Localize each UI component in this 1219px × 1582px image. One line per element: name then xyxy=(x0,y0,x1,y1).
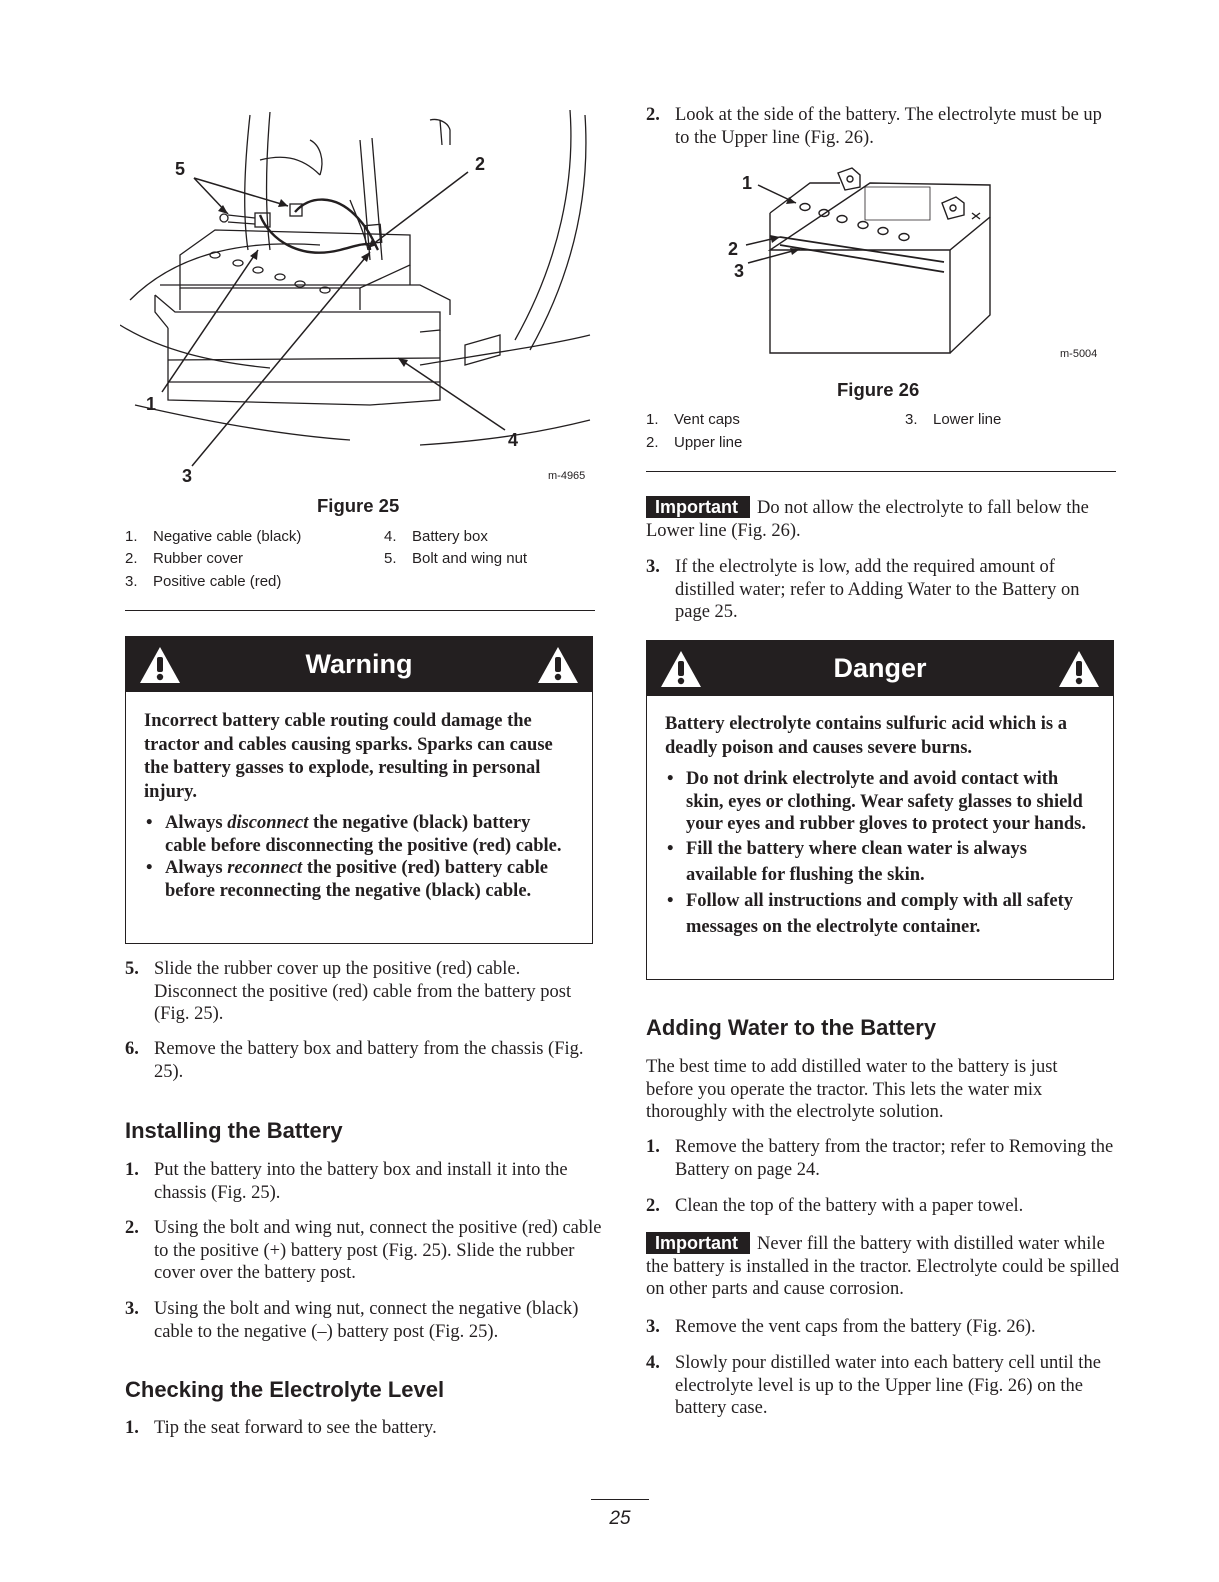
step-item: 3. Using the bolt and wing nut, connect the negative (black) cable to the negative (–) battery post (Fig. 25). xyxy=(125,1299,579,1342)
page-number: 25 xyxy=(609,1508,631,1529)
divider xyxy=(646,471,1116,472)
fig25-legend-2: 2. Rubber cover xyxy=(125,550,244,567)
warning-bullet: • Always disconnect the negative (black) battery cable before disconnecting the positive (red) cable. xyxy=(146,813,562,856)
fig26-legend-3: 3. Lower line xyxy=(905,411,1002,428)
figure-25-caption: Figure 25 xyxy=(317,495,400,516)
step-item: 3. Remove the vent caps from the battery (Fig. 26). xyxy=(646,1317,1036,1337)
fig25-code: m-4965 xyxy=(548,470,586,482)
warning-header xyxy=(126,637,592,692)
step-item: 1. Put the battery into the battery box and install it into the chassis (Fig. 25). xyxy=(125,1160,568,1203)
figure-25-illustration xyxy=(120,100,600,490)
installing-heading: Installing the Battery xyxy=(125,1118,343,1143)
step-item: 3. If the electrolyte is low, add the required amount of distilled water; refer to Adding Water to the Battery on page 25. xyxy=(646,557,1080,622)
danger-title: Danger xyxy=(833,653,927,683)
important-note: Important Do not allow the electrolyte to fall below the Lower line (Fig. 26). xyxy=(646,497,1089,541)
warning-triangle-icon xyxy=(1057,649,1101,689)
warning-triangle-icon xyxy=(536,645,580,685)
danger-intro: Battery electrolyte contains sulfuric acid which is a deadly poison and causes severe burns. xyxy=(665,714,1067,758)
fig25-legend-1: 1. Negative cable (black) xyxy=(125,528,302,545)
fig25-callout-5: 5 xyxy=(175,159,186,179)
fig25-callout-1: 1 xyxy=(146,394,157,414)
step-item: 2. Clean the top of the battery with a paper towel. xyxy=(646,1196,1024,1216)
figure-26-caption: Figure 26 xyxy=(837,379,920,400)
divider xyxy=(125,610,595,611)
fig25-callout-3: 3 xyxy=(182,466,193,486)
warning-bullet: • Always reconnect the positive (red) battery cable before reconnecting the negative (black) cable. xyxy=(146,858,548,901)
step-item: 5. Slide the rubber cover up the positive (red) cable. Disconnect the positive (red) cable from the battery post (Fig. 25). xyxy=(125,959,572,1024)
fig25-callout-4: 4 xyxy=(508,430,519,450)
adding-intro: The best time to add distilled water to the battery is just before you operate the tractor. This lets the water mix thoroughly with the electrolyte solution. xyxy=(646,1057,1058,1122)
figure-26-illustration xyxy=(720,165,1110,365)
checking-heading: Checking the Electrolyte Level xyxy=(125,1377,445,1402)
fig25-callout-2: 2 xyxy=(475,154,486,174)
fig26-legend-2: 2. Upper line xyxy=(646,434,743,451)
adding-heading: Adding Water to the Battery xyxy=(646,1015,937,1040)
important-label: Important xyxy=(646,496,750,518)
danger-bullet: • Do not drink electrolyte and avoid contact with skin, eyes or clothing. Wear safety glasses to shield your eyes and rubber gloves to protect your hands. xyxy=(667,769,1087,834)
fig25-legend-3: 3. Positive cable (red) xyxy=(125,573,282,590)
fig25-legend-5: 5. Bolt and wing nut xyxy=(384,550,528,567)
important-label: Important xyxy=(646,1232,750,1254)
warning-intro: Incorrect battery cable routing could damage the tractor and cables causing sparks. Sparks can cause the battery gasses to explode, resulting in personal injury. xyxy=(144,711,553,802)
step-item: 6. Remove the battery box and battery from the chassis (Fig. 25). xyxy=(125,1039,584,1082)
danger-header xyxy=(647,641,1113,696)
fig26-callout-3: 3 xyxy=(734,261,745,281)
danger-bullet: • Fill the battery where clean water is always available for flushing the skin. xyxy=(667,838,1027,885)
fig26-callout-2: 2 xyxy=(728,239,739,259)
page-number-rule xyxy=(591,1499,649,1500)
fig25-legend-4: 4. Battery box xyxy=(384,528,488,545)
step-item: 2. Using the bolt and wing nut, connect the positive (red) cable to the positive (+) battery post (Fig. 25). Slide the rubber cover over the battery post. xyxy=(125,1218,602,1283)
step-item: 1. Remove the battery from the tractor; refer to Removing the Battery on page 24. xyxy=(646,1137,1114,1180)
fig26-code: m-5004 xyxy=(1060,348,1098,360)
step-item: 4. Slowly pour distilled water into each battery cell until the electrolyte level is up to the Upper line (Fig. 26) on the battery case. xyxy=(646,1353,1101,1418)
fig26-legend-1: 1. Vent caps xyxy=(646,411,740,428)
step-item: 1. Tip the seat forward to see the battery. xyxy=(125,1418,437,1438)
warning-box xyxy=(125,636,593,944)
danger-bullet: • Follow all instructions and comply with all safety messages on the electrolyte container. xyxy=(667,890,1073,937)
important-note: Important Never fill the battery with distilled water while the battery is installed in the tractor. Electrolyte could be spilled on other parts and cause corrosion. xyxy=(646,1233,1120,1299)
warning-title: Warning xyxy=(305,649,413,679)
fig26-callout-1: 1 xyxy=(742,173,753,193)
danger-box xyxy=(646,640,1114,980)
step-item: 2. Look at the side of the battery. The electrolyte must be up to the Upper line (Fig. 26). xyxy=(646,105,1102,148)
